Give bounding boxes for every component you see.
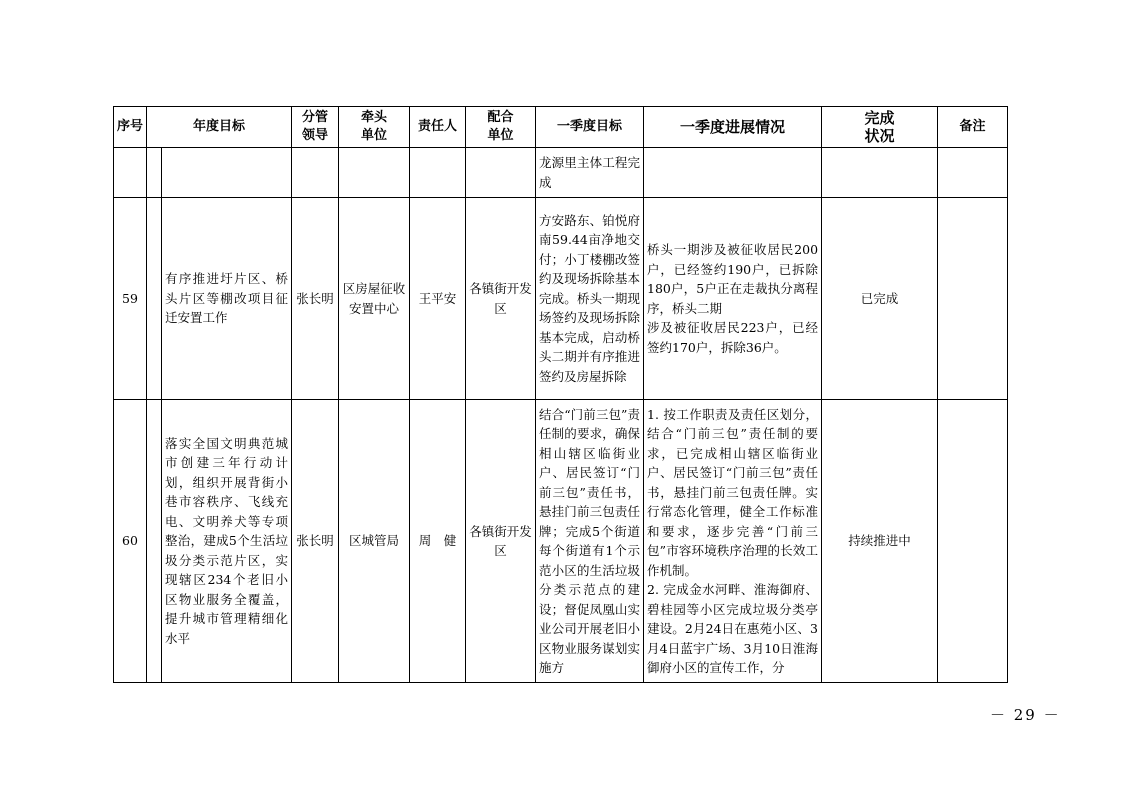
header-status: 完成 状况 [822,107,938,148]
cell-status: 持续推进中 [822,400,938,683]
header-q1-goal: 一季度目标 [536,107,644,148]
cell-status: 已完成 [822,198,938,400]
header-remarks: 备注 [938,107,1008,148]
cell-seq: 60 [114,400,147,683]
cell-responsible [410,148,466,198]
cell-remarks [938,198,1008,400]
cell-lead-unit: 区房屋征收安置中心 [339,198,410,400]
header-q1-progress: 一季度进展情况 [644,107,822,148]
header-coop-unit: 配合 单位 [466,107,536,148]
header-lead-unit: 牵头 单位 [339,107,410,148]
header-responsible: 责任人 [410,107,466,148]
cell-coop-unit: 各镇街开发区 [466,198,536,400]
cell-responsible: 王平安 [410,198,466,400]
cell-remarks [938,148,1008,198]
cell-lead-unit: 区城管局 [339,400,410,683]
cell-q1-progress [644,148,822,198]
cell-lead-unit [339,148,410,198]
cell-q1-progress: 1. 按工作职责及责任区划分，结合“门前三包”责任制的要求，已完成相山辖区临街业户、居民签订“门前三包”责任书，悬挂门前三包责任牌。实行常态化管理，健全工作标准和要求，逐步完善“门前三包”市容环境秩序治理的长效工作机制。 2. 完成金水河畔、淮海御府、碧桂园等小区完成垃圾分类亭建设。2月24日在惠苑小区、3月4日蓝宇广场、3月10日淮海御府小区的宣传工作，分 [644,400,822,683]
cell-responsible: 周 健 [410,400,466,683]
cell-leader [292,148,339,198]
cell-annual-goal: 落实全国文明典范城市创建三年行动计划，组织开展背街小巷市容秩序、飞线充电、文明养犬等专项整治，建成5个生活垃圾分类示范片区，实现辖区234个老旧小区物业服务全覆盖，提升城市管理精细化水平 [162,400,292,683]
cell-separator [147,148,162,198]
cell-q1-goal: 龙源里主体工程完成 [536,148,644,198]
progress-table [113,106,1008,683]
cell-leader: 张长明 [292,198,339,400]
table-row [114,148,1008,198]
cell-coop-unit: 各镇街开发区 [466,400,536,683]
cell-seq [114,148,147,198]
header-row [114,107,1008,148]
cell-seq: 59 [114,198,147,400]
header-leader: 分管 领导 [292,107,339,148]
cell-annual-goal: 有序推进圩片区、桥头片区等棚改项目征迁安置工作 [162,198,292,400]
cell-separator [147,198,162,400]
cell-leader: 张长明 [292,400,339,683]
cell-remarks [938,400,1008,683]
cell-annual-goal [162,148,292,198]
cell-separator [147,400,162,683]
header-seq: 序号 [114,107,147,148]
table-row [114,198,1008,400]
cell-q1-progress: 桥头一期涉及被征收居民200户，已经签约190户，已拆除180户，5户正在走裁执分离程序，桥头二期 涉及被征收居民223户，已经签约170户，拆除36户。 [644,198,822,400]
cell-q1-goal: 结合“门前三包”责任制的要求，确保相山辖区临街业户、居民签订“门前三包”责任书，悬挂门前三包责任牌；完成5个街道每个街道有1个示范小区的生活垃圾分类示范点的建设；督促凤凰山实业公司开展老旧小区物业服务谋划实施方 [536,400,644,683]
cell-coop-unit [466,148,536,198]
table-row [114,400,1008,683]
page-number: － 29 － [990,706,1061,724]
header-annual-goal: 年度目标 [147,107,292,148]
cell-status [822,148,938,198]
cell-q1-goal: 方安路东、铂悦府南59.44亩净地交付；小丁楼棚改签约及现场拆除基本完成。桥头一期现场签约及现场拆除基本完成，启动桥头二期并有序推进签约及房屋拆除 [536,198,644,400]
